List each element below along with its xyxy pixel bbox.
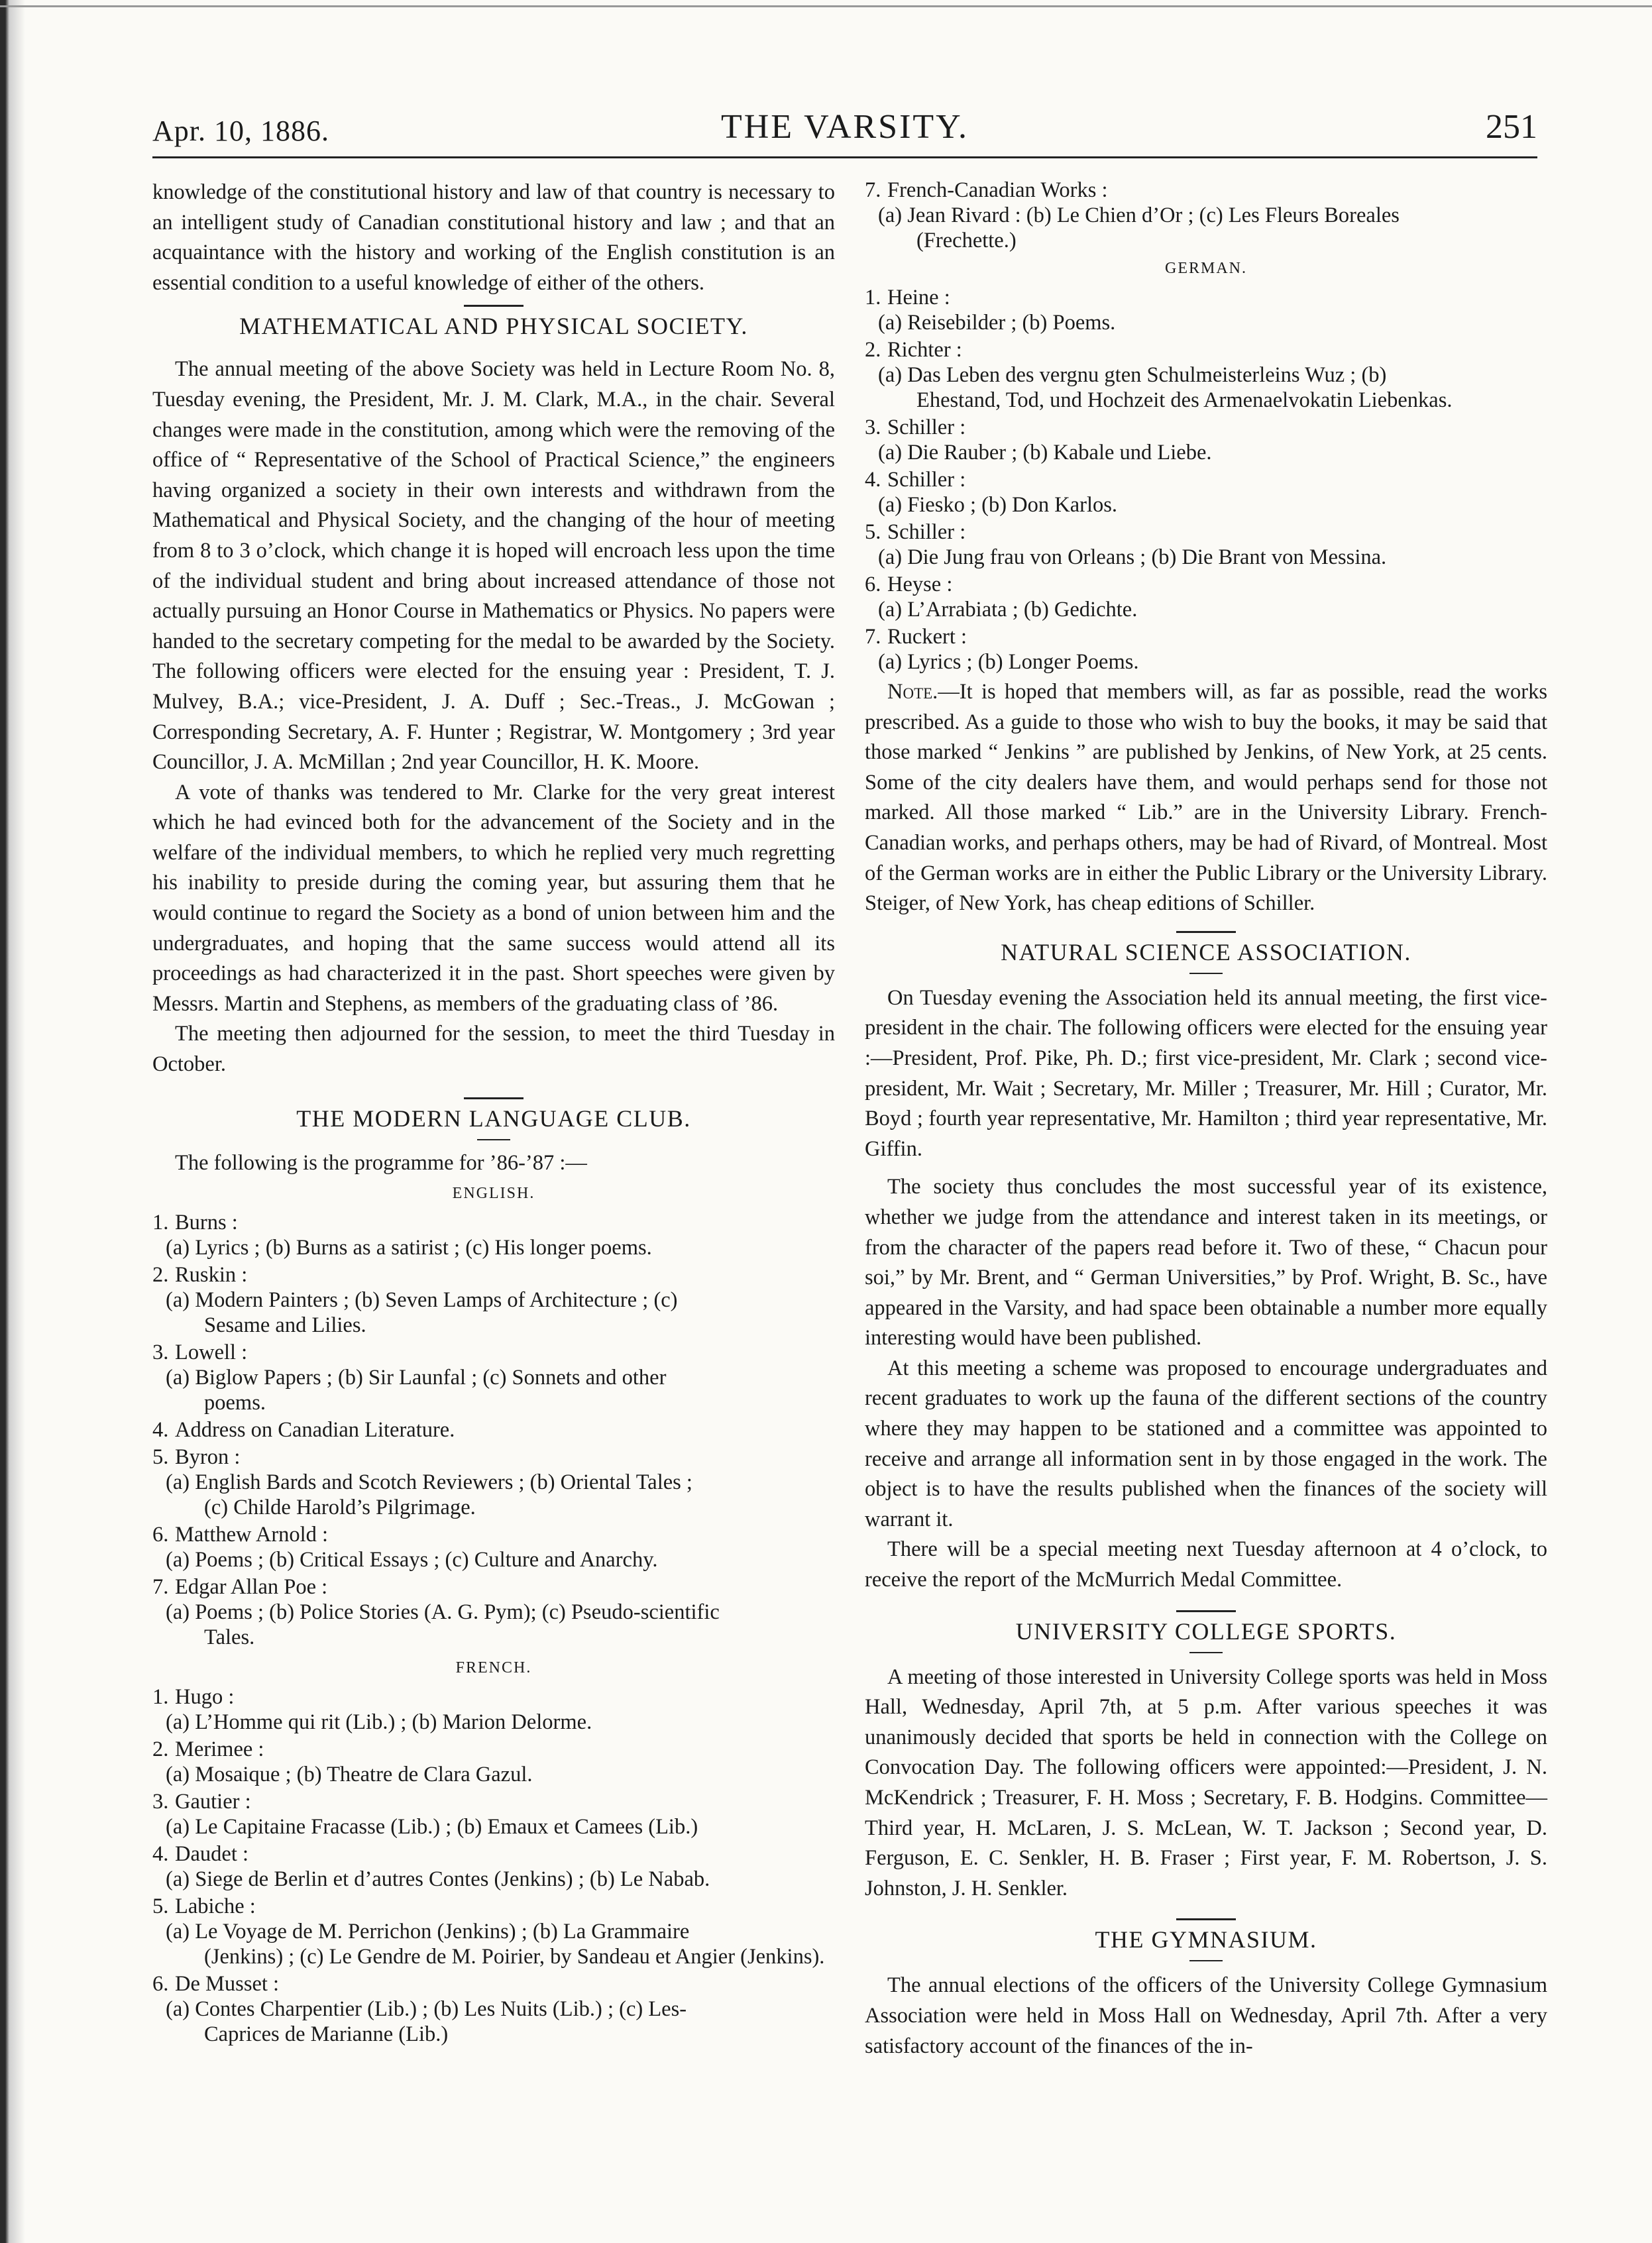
mlc-intro: The following is the programme for ’86-’87 :— [175, 1150, 587, 1175]
ucs-paragraph-1: A meeting of those interested in University College sports was held in Moss Hall, Wednesday, April 7th, at 5 p.m. After various speeches it was unanimously decided that sports be held in connection with the College on Convocation Day. The following officers were appointed:—President, J. N. McKendrick ; Treasurer, F. H. Moss ; Secretary, F. B. Hodgins. Committee—Third year, H. McLaren, J. S. McLean, W. T. Jackson ; Second year, D. Ferguson, E. C. Senkler, H. B. Fraser ; First year, F. M. Robertson, J. S. Johnston, J. H. Senkler. [865, 1665, 1547, 1900]
masthead-title: THE VARSITY. [720, 108, 969, 146]
list-item: 6. Matthew Arnold : (a) Poems ; (b) Critical Essays ; (c) Culture and Anarchy. [152, 1523, 658, 1572]
list-item: 6. De Musset : (a) Contes Charpentier (Lib.) ; (b) Les Nuits (Lib.) ; (c) Les- Caprices de Marianne (Lib.) [152, 1972, 687, 2047]
page-header [152, 107, 1537, 160]
list-item: 7. Edgar Allan Poe : (a) Poems ; (b) Police Stories (A. G. Pym); (c) Pseudo-scientific Tales. [152, 1575, 720, 1650]
section-rule [1176, 1610, 1236, 1612]
section-rule [1176, 931, 1236, 933]
list-item: 4. Address on Canadian Literature. [152, 1418, 455, 1443]
list-item: 2. Richter : (a) Das Leben des vergnu gten Schulmeisterleins Wuz ; (b) Ehestand, Tod, und Hochzeit des Armenaelvokatin Liebenkas. [865, 338, 1453, 412]
math-paragraph-2: A vote of thanks was tendered to Mr. Clarke for the very great interest which he had evinced both for the advancement of the Society and in the welfare of the individual members, to which he replied very much regretting his inability to preside during the coming year, but assuring them that he would continue to regard the Society as a bond of union between him and the undergraduates, and hoping that the same success would attend all its proceedings as had characterized it in the past. Short speeches were given by Messrs. Martin and Stephens, as members of the graduating class of ’86. [152, 780, 835, 1016]
gym-paragraph-1: The annual elections of the officers of the University College Gymnasium Association were held in Moss Hall on Wednesday, April 7th. After a very satisfactory account of the finances of the in- [865, 1973, 1547, 2058]
title-underline [477, 1139, 510, 1140]
nsa-paragraph-1: On Tuesday evening the Association held its annual meeting, the first vice-president in the chair. The following officers were elected for the ensuing year :—President, Prof. Pike, Ph. D.; first vice-president, Mr. Clark ; second vice-president, Mr. Wait ; Secretary, Mr. Miller ; Treasurer, Mr. Hill ; Curator, Mr. Boyd ; fourth year representative, Mr. Hamilton ; third year representative, Mr. Giffin. [865, 985, 1547, 1161]
note-label: Note. [887, 680, 938, 704]
nsa-paragraph-2: The society thus concludes the most successful year of its existence, whether we judge from the attendance and interest taken in its meetings, or from the character of the papers read before it. Two of these, “ Chacun pour soi,” by Mr. Brent, and “ German Universities,” by Prof. Wright, B. Sc., have appeared in the Varsity, and had space been obtainable a number more equally interesting would have been published. [865, 1175, 1547, 1350]
list-item: 5. Schiller : (a) Die Jung frau von Orleans ; (b) Die Brant von Messina. [865, 520, 1387, 569]
section-title-ucs: UNIVERSITY COLLEGE SPORTS. [1015, 1617, 1397, 1645]
section-rule [1176, 1918, 1236, 1920]
section-rule [464, 1097, 523, 1099]
section-rule [464, 305, 523, 307]
issue-date: Apr. 10, 1886. [152, 115, 329, 147]
list-item: 4. Daudet : (a) Siege de Berlin et d’autres Contes (Jenkins) ; (b) Le Nabab. [152, 1842, 710, 1892]
french-list-continued [865, 178, 1547, 253]
french-list [152, 1684, 835, 2047]
section-title-gym: THE GYMNASIUM. [1095, 1926, 1317, 1953]
title-underline [1189, 1960, 1223, 1961]
english-list [152, 1210, 835, 1650]
english-heading: ENGLISH. [452, 1185, 535, 1203]
note-text: —It is hoped that members will, as far as possible, read the works prescribed. As a guide to those who wish to buy the books, it may be said that those marked “ Jenkins ” are published by Jenkins, of New York, at 25 cents. Some of the city dealers have them, and would perhaps send for those not marked. All those marked “ Lib.” are in the University Library. French-Canadian works, and perhaps others, may be had of Rivard, of Montreal. Most of the German works are in either the Public Library or the University Library. Steiger, of New York, has cheap editions of Schiller. [865, 680, 1547, 916]
title-underline [1189, 973, 1223, 974]
page-number: 251 [1486, 108, 1537, 146]
list-item: 1. Burns : (a) Lyrics ; (b) Burns as a satirist ; (c) His longer poems. [152, 1211, 652, 1260]
list-item: 3. Schiller : (a) Die Rauber ; (b) Kabale und Liebe. [865, 415, 1212, 465]
math-paragraph-1: The annual meeting of the above Society was held in Lecture Room No. 8, Tuesday evening, the President, Mr. J. M. Clark, M.A., in the chair. Several changes were made in the constitution, among which were the removing of the office of “ Representative of the School of Practical Science,” the engineers having organized a society in their own interests and withdrawn from the Mathematical and Physical Society, and the changing of the hour of meeting from 8 to 3 o’clock, which change it is hoped will encroach less upon the time of the individual student and bring about increased attendance of those not actually pursuing an Honor Course in Mathematics or Physics. No papers were handed to the secretary competing for the medal to be awarded by the Society. The following officers were elected for the ensuing year : President, T. J. Mulvey, B.A.; vice-President, J. A. Duff ; Sec.-Treas., J. McGowan ; Corresponding Secretary, A. F. Hunter ; Registrar, W. Montgomery ; 3rd year Councillor, J. A. McMillan ; 2nd year Councillor, H. K. Moore. [152, 357, 835, 775]
list-item: 5. Byron : (a) English Bards and Scotch Reviewers ; (b) Oriental Tales ; (c) Childe Harold’s Pilgrimage. [152, 1445, 692, 1520]
section-title-mlc: THE MODERN LANGUAGE CLUB. [296, 1105, 691, 1132]
list-item: 1. Hugo : (a) L’Homme qui rit (Lib.) ; (b) Marion Delorme. [152, 1685, 592, 1735]
german-heading: GERMAN. [1164, 260, 1247, 277]
section-title-math: MATHEMATICAL AND PHYSICAL SOCIETY. [239, 313, 748, 340]
nsa-paragraph-4: There will be a special meeting next Tuesday afternoon at 4 o’clock, to receive the report of the McMurrich Medal Committee. [865, 1537, 1547, 1592]
continued-paragraph: knowledge of the constitutional history and law of that country is necessary to an intelligent study of Canadian constitutional history and law ; and that an acquaintance with the history and working of the English constitution is an essential condition to a useful knowledge of either of the others. [152, 180, 835, 295]
list-item: 2. Ruskin : (a) Modern Painters ; (b) Seven Lamps of Architecture ; (c) Sesame and Lilies. [152, 1263, 678, 1338]
scan-top-line [0, 5, 1652, 7]
list-item: 2. Merimee : (a) Mosaique ; (b) Theatre de Clara Gazul. [152, 1737, 533, 1787]
french-heading: FRENCH. [455, 1659, 532, 1677]
list-item: 3. Lowell : (a) Biglow Papers ; (b) Sir Launfal ; (c) Sonnets and other poems. [152, 1340, 667, 1415]
german-list [865, 285, 1547, 675]
note-paragraph [865, 677, 1547, 919]
math-paragraph-3: The meeting then adjourned for the session, to meet the third Tuesday in October. [152, 1022, 835, 1077]
scan-binding-edge [0, 0, 25, 2243]
list-item: 3. Gautier : (a) Le Capitaine Fracasse (Lib.) ; (b) Emaux et Camees (Lib.) [152, 1790, 698, 1839]
right-column [865, 178, 1547, 2061]
list-item: 5. Labiche : (a) Le Voyage de M. Perrichon (Jenkins) ; (b) La Grammaire (Jenkins) ; (c) Le Gendre de M. Poirier, by Sandeau et Angier (Jenkins). [152, 1894, 825, 1969]
section-title-nsa: NATURAL SCIENCE ASSOCIATION. [1001, 938, 1411, 965]
list-item: 6. Heyse : (a) L’Arrabiata ; (b) Gedichte. [865, 573, 1138, 622]
left-column [152, 178, 835, 2049]
header-rule [152, 156, 1537, 158]
nsa-paragraph-3: At this meeting a scheme was proposed to encourage undergraduates and recent graduates to work up the fauna of the different sections of the country where they may happen to be stationed and a committee was appointed to receive and arrange all information sent in by those engaged in the work. The object is to have the results published when the finances of the society will warrant it. [865, 1356, 1547, 1531]
list-item: 7. Ruckert : (a) Lyrics ; (b) Longer Poems. [865, 625, 1139, 674]
list-item: 4. Schiller : (a) Fiesko ; (b) Don Karlos. [865, 468, 1118, 517]
title-underline [1189, 1652, 1223, 1653]
list-item: 1. Heine : (a) Reisebilder ; (b) Poems. [865, 286, 1116, 335]
list-item: 7. French-Canadian Works : (a) Jean Rivard : (b) Le Chien d’Or ; (c) Les Fleurs Boreales (Frechette.) [865, 178, 1400, 252]
